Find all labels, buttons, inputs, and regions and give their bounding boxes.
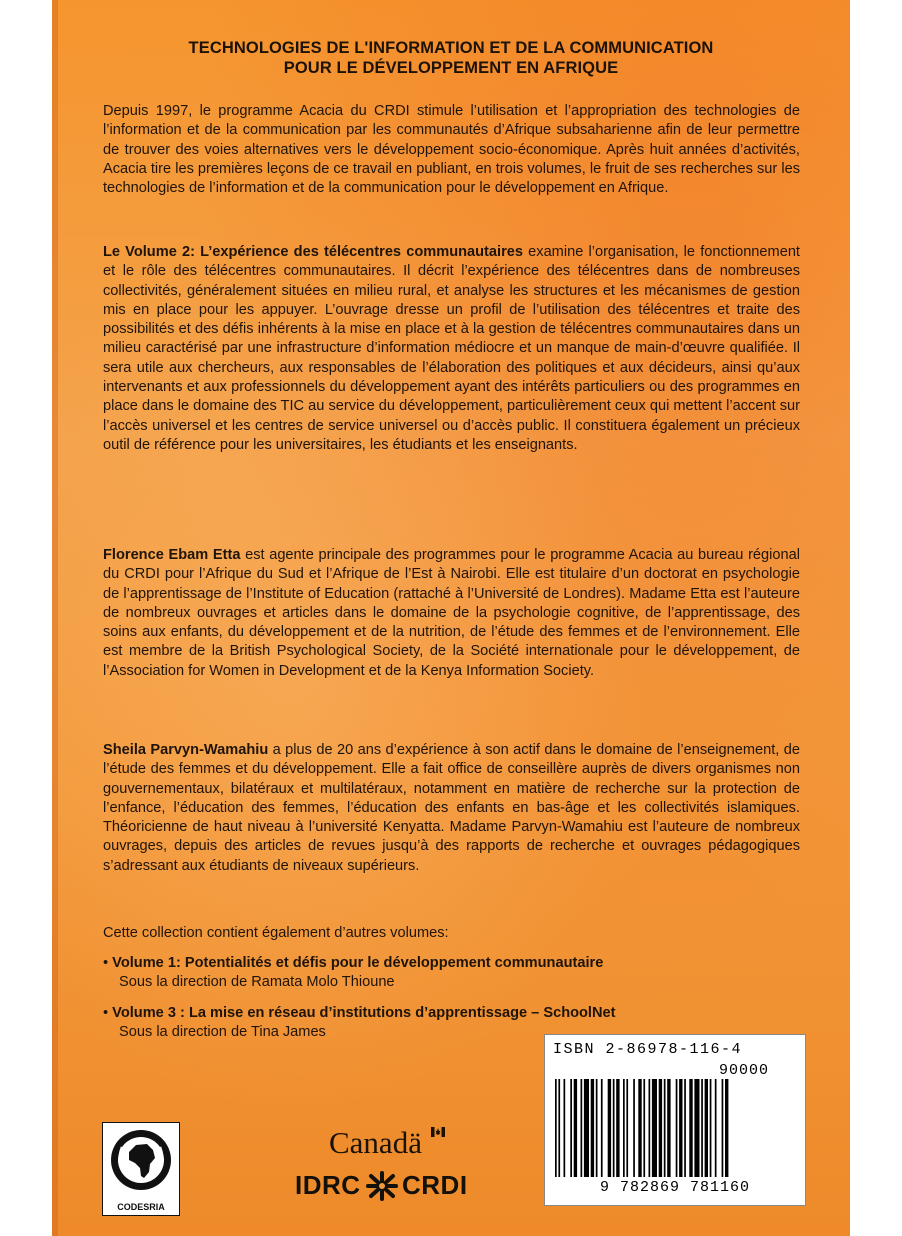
canada-flag-icon	[431, 1127, 445, 1137]
isbn-number: ISBN 2-86978-116-4	[553, 1041, 743, 1058]
title-line-1: TECHNOLOGIES DE L'INFORMATION ET DE LA COMMUNICATION	[188, 39, 714, 57]
volume3-editor: Sous la direction de Tina James	[119, 1024, 326, 1040]
title-line-2: POUR LE DÉVELOPPEMENT EN AFRIQUE	[283, 59, 619, 77]
canada-wordmark: Canadä	[329, 1125, 422, 1160]
volume1-editor: Sous la direction de Ramata Molo Thioune	[119, 974, 395, 990]
idrc-crdi-logo	[295, 1170, 475, 1204]
author1-name: Florence Ebam Etta	[103, 547, 241, 563]
idrc-star-icon	[365, 1170, 399, 1202]
bullet: •	[103, 955, 109, 971]
collection-item-volume3	[103, 1004, 616, 1042]
author2-bio: a plus de 20 ans d’expérience à son actif dans le domaine de l’enseignement, de l’étude des femmes et du développement. Elle a fait office de conseillère auprès de divers organismes non gouvernementaux, bilatéraux et multilatéraux, notamment en matière de recherche sur la protection de l’enfance, l’éducation des femmes, l’éducation des enfants en bas-âge et les collectivités islamiques. Théoricienne de haut niveau à l’université Kenyatta. Madame Parvyn-Wamahiu est l’auteure de nombreux ouvrages, depuis des articles de revues jusqu’à des rapports de recherche et ouvrages pédagogiques s’adressant aux étudiants de niveaux supérieurs.	[103, 742, 800, 874]
crdi-label: CRDI	[402, 1170, 468, 1200]
codesria-logo	[102, 1122, 180, 1216]
author2-paragraph	[103, 741, 800, 876]
back-cover	[52, 0, 850, 1236]
cover-spine-edge	[52, 0, 58, 1236]
volume3-title: Volume 3 : La mise en réseau d’institutions d’apprentissage – SchoolNet	[112, 1005, 616, 1021]
codesria-emblem-icon	[109, 1127, 173, 1193]
volume1-title: Volume 1: Potentialités et défis pour le développement communautaire	[112, 955, 604, 971]
idrc-label: IDRC	[295, 1170, 361, 1200]
author2-name: Sheila Parvyn-Wamahiu	[103, 742, 269, 758]
bullet: •	[103, 1005, 109, 1021]
volume2-body: examine l’organisation, le fonctionnement et le rôle des télécentres communautaires. Il décrit l’expérience des télécentres dans de nombreuses collectivités, généralement situées en milieu rural, et analyse les structures et les mécanismes de gestion mis en place pour les appuyer. L’ouvrage dresse un profil de l’utilisation des télécentres et traite des possibilités et des défis inhérents à la mise en place et à la gestion de télécentres communautaires dans un milieu caractérisé par une infrastructure d’information médiocre et un manque de main-d’œuvre qualifiée. Il sera utile aux chercheurs, aux responsables de l’élaboration des politiques et aux décideurs, ainsi qu’aux intervenants et aux professionnels du développement ayant des intérêts particuliers ou des programmes en place dans le domaine des TIC au service du développement, particulièrement ceux qui mettent l’accent sur l’accès universel et les centres de service universel ou d’accès public. Il constituera également un précieux outil de référence pour les universitaires, les étudiants et les enseignants.	[103, 244, 800, 453]
volume2-heading: Le Volume 2: L’expérience des télécentres communautaires	[103, 244, 523, 260]
isbn-barcode	[544, 1034, 806, 1206]
codesria-label: CODESRIA	[117, 1202, 165, 1212]
author1-bio: est agente principale des programmes pour le programme Acacia au bureau régional du CRDI pour l’Afrique du Sud et l’Afrique de l’Est à Nairobi. Elle est titulaire d’un doctorat en psychologie de l’apprentissage de l’Institute of Education (rattaché à l’Université de Londres). Madame Etta est l’auteure de nombreux ouvrages et articles dans le domaine de la psychologie cognitive, de l’apprentissage, des soins aux enfants, du développement et de la nutrition, de l’étude des femmes et de l’environnement. Elle est membre de la British Psychological Society, de la Société internationale pour le développement, de l’Association for Women in Development et de la Kenya Information Society.	[103, 547, 800, 679]
barcode-bars	[553, 1079, 797, 1177]
volume2-paragraph	[103, 243, 800, 455]
page-title	[52, 38, 850, 78]
author1-paragraph	[103, 546, 800, 681]
collection-intro: Cette collection contient également d’autres volumes:	[103, 925, 449, 941]
collection-item-volume1	[103, 954, 603, 992]
ean-number: 9 782869 781160	[599, 1179, 751, 1196]
price-code: 90000	[719, 1062, 770, 1079]
intro-paragraph: Depuis 1997, le programme Acacia du CRDI stimule l’utilisation et l’appropriation des technologies de l’information et de la communication par les communautés d’Afrique subsaharienne afin de leur permettre de trouver des voies alternatives vers le développement socio-économique. Après huit années d’activités, Acacia tire les premières leçons de ce travail en publiant, en trois volumes, le fruit de ses recherches sur les technologies de l’information et de la communication pour le développement en Afrique.	[103, 103, 800, 197]
